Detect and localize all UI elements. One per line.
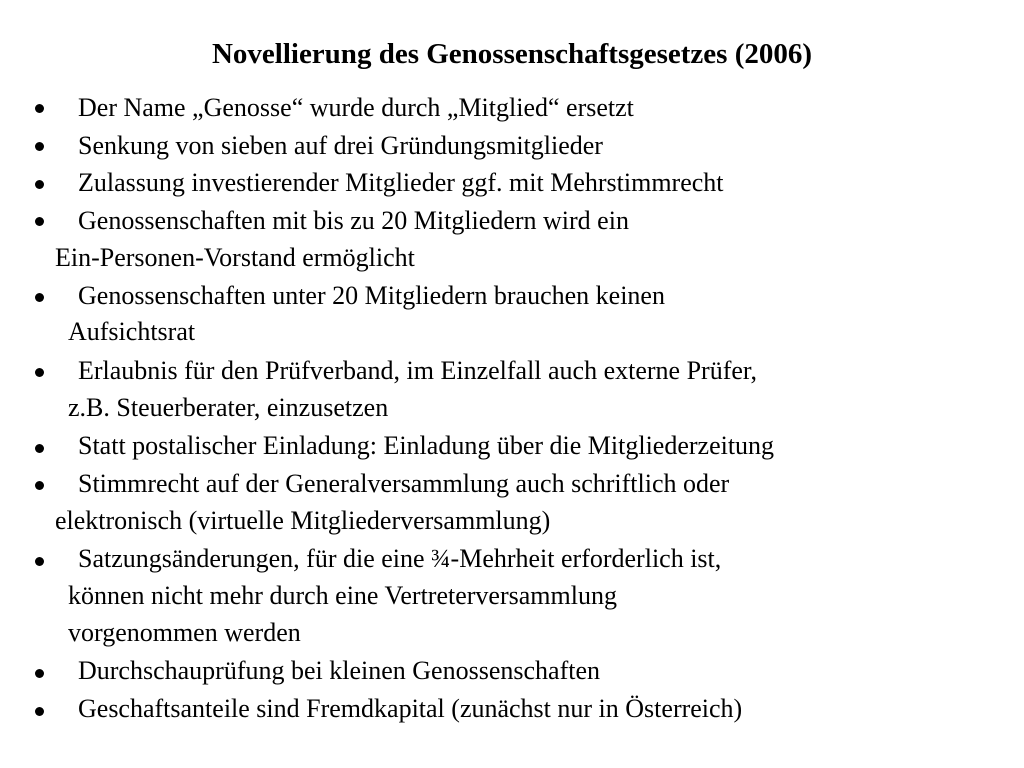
bullet-icon <box>35 481 44 490</box>
bullet-icon <box>35 104 44 113</box>
item-line: Der Name „Genosse“ wurde durch „Mitglied“ ersetzt <box>78 93 634 122</box>
bullet-icon <box>35 142 44 151</box>
bullet-icon <box>35 368 44 377</box>
item-line: z.B. Steuerberater, einzusetzen <box>68 393 389 422</box>
slide-title: Novellierung des Genossenschaftsgesetzes (2006) <box>211 38 813 70</box>
item-line: Stimmrecht auf der Generalversammlung auch schriftlich oder <box>78 469 730 498</box>
item-line: Genossenschaften mit bis zu 20 Mitgliedern wird ein <box>78 206 629 235</box>
bullet-icon <box>35 707 44 716</box>
item-line: können nicht mehr durch eine Vertreterversammlung <box>68 581 617 610</box>
item-line: Senkung von sieben auf drei Gründungsmitglieder <box>78 131 603 160</box>
item-line: Satzungsänderungen, für die eine ¾-Mehrheit erforderlich ist, <box>78 544 722 573</box>
bullet-icon <box>35 669 44 678</box>
bullet-icon <box>35 444 44 453</box>
item-line: elektronisch (virtuelle Mitgliederversammlung) <box>55 506 551 535</box>
bullet-icon <box>35 557 44 566</box>
item-line: Zulassung investierender Mitglieder ggf. mit Mehrstimmrecht <box>78 168 724 197</box>
item-line: Genossenschaften unter 20 Mitgliedern brauchen keinen <box>78 281 665 310</box>
item-line: Ein-Personen-Vorstand ermöglicht <box>55 243 415 272</box>
item-line: Statt postalischer Einladung: Einladung über die Mitgliederzeitung <box>78 431 775 460</box>
item-line: Erlaubnis für den Prüfverband, im Einzelfall auch externe Prüfer, <box>78 356 758 385</box>
item-line: Geschaftsanteile sind Fremdkapital (zunächst nur in Österreich) <box>78 694 743 723</box>
item-line: Durchschauprüfung bei kleinen Genossenschaften <box>78 656 600 685</box>
bullet-icon <box>35 293 44 302</box>
item-line: vorgenommen werden <box>68 618 301 647</box>
bullet-icon <box>35 180 44 189</box>
bullet-icon <box>35 217 44 226</box>
item-line: Aufsichtsrat <box>68 317 196 346</box>
